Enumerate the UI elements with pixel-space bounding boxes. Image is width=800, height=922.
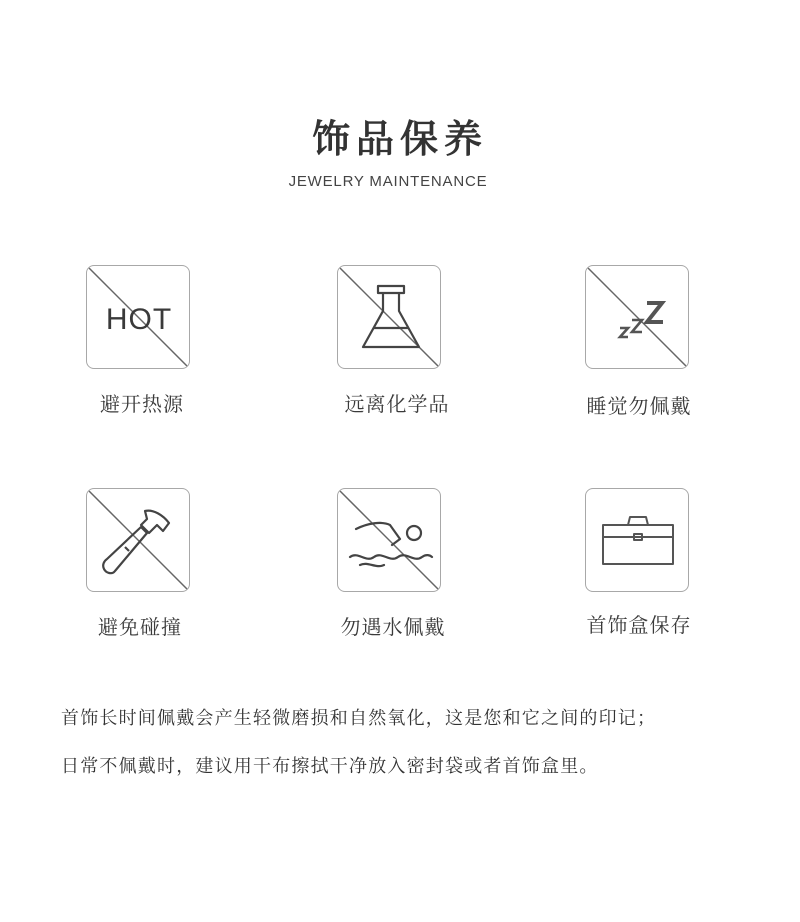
hot-icon-box [86,265,190,369]
description-line-1: 首饰长时间佩戴会产生轻微磨损和自然氧化，这是您和它之间的印记； [61,708,657,729]
description-line-2: 日常不佩戴时，建议用干布擦拭干净放入密封袋或者首饰盒里。 [61,756,599,777]
swim-icon-box [337,488,441,592]
caption-no-water-wear: 勿遇水佩戴 [340,615,446,639]
page-subtitle: JEWELRY MAINTENANCE [288,173,488,190]
chemical-flask-icon [338,266,441,369]
hammer-icon [87,489,190,592]
hot-icon-text: HOT [105,303,173,336]
swimmer-icon [338,489,441,592]
sleep-icon-box [585,265,689,369]
box-icon-box [585,488,689,592]
hot-icon [87,266,190,369]
caption-no-sleep-wear: 睡觉勿佩戴 [586,394,692,418]
hammer-icon-box [86,488,190,592]
page-title: 饰品保养 [311,117,488,161]
chemical-icon-box [337,265,441,369]
jewelry-box-icon [586,489,689,592]
caption-avoid-chemicals: 远离化学品 [344,392,450,416]
caption-jewelry-box-storage: 首饰盒保存 [586,613,692,637]
caption-avoid-heat: 避开热源 [100,392,184,416]
caption-avoid-impact: 避免碰撞 [98,615,182,639]
sleep-zzz-icon [586,266,689,369]
